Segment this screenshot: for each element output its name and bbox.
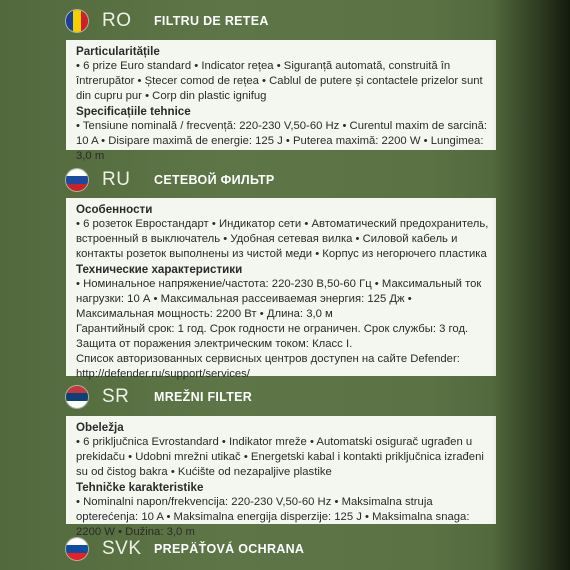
slovakia-flag-icon — [66, 538, 88, 560]
ru-language-code: RU — [102, 169, 131, 190]
ro-header — [66, 4, 496, 38]
svk-language-code: SVK — [102, 538, 142, 559]
ro-specs-heading: Specificațiile tehnice — [76, 105, 191, 118]
sr-specs-text: • Nominalni napon/frekvencija: 220-230 V,50-60 Hz • Maksimalna struja opterećenja: 10 A • Maksimalna energija disperzije: 125 J • Maksimalna snaga: 2200 W • Dužina: 3,0 m — [76, 496, 470, 538]
ro-features-text: • 6 prize Euro standard • Indicator rețea • Siguranță automată, construită în întrerupător • Ștecer comod de rețea • Cablul de putere și contactele prizelor sunt din cupru pur • Corp din plastic ignifug — [76, 60, 483, 102]
ro-language-code: RO — [102, 10, 132, 31]
serbia-flag-icon — [66, 386, 88, 408]
ru-section — [66, 198, 496, 380]
sr-features-heading: Obeležja — [76, 421, 124, 434]
ru-service-text: Список авторизованных сервисных центров доступен на сайте Defender: http://defender.ru/support/services/ — [76, 353, 460, 380]
sr-specs-heading: Tehničke karakteristike — [76, 481, 204, 494]
ru-warranty-text: Гарантийный срок: 1 год. Срок годности не ограничен. Срок службы: 3 год. Защита от поражения электрическим током: Класс I. — [76, 323, 469, 350]
box-side-shadow — [492, 0, 570, 570]
sr-section — [66, 416, 496, 538]
romania-flag-icon — [66, 10, 88, 32]
ru-features-heading: Особенности — [76, 203, 153, 216]
ro-specs-text: • Tensiune nominală / frecvență: 220-230 V,50-60 Hz • Curentul maxim de sarcină: 10 A • Disipare maximă de energie: 125 J • Puterea maximă: 2200 W • Lungimea: 3,0 m — [76, 120, 488, 162]
ru-header — [66, 163, 496, 197]
ru-features-text: • 6 розеток Евростандарт • Индикатор сети • Автоматический предохранитель, встроенный в выключатель • Удобная сетевая вилка • Силовой кабель и контакты розеток выполнены из чистой меди • Корпус из негорючего пластика — [76, 218, 489, 260]
sr-language-code: SR — [102, 386, 130, 407]
ro-features-heading: Particularitățile — [76, 45, 160, 58]
ru-title: СЕТЕВОЙ ФИЛЬТР — [154, 173, 275, 187]
sr-header — [66, 380, 496, 414]
ro-section — [66, 40, 496, 162]
sr-features-text: • 6 priključnica Evrostandard • Indikator mreže • Automatski osigurač ugrađen u prekidaču • Udobni mrežni utikač • Energetski kabal i kontakti priključnica izrađeni su od čistog bakra • Kućište od nezapaljive plastike — [76, 436, 484, 478]
ru-specs-heading: Технические характеристики — [76, 263, 243, 276]
russia-flag-icon — [66, 169, 88, 191]
ru-specs-text: • Номинальное напряжение/частота: 220-230 В,50-60 Гц • Максимальный ток нагрузки: 10 А • Максимальная рассеиваемая энергия: 125 Дж • Максимальная мощность: 2200 Вт • Длина: 3,0 м — [76, 278, 482, 320]
sr-title: MREŽNI FILTER — [154, 390, 253, 404]
svk-title: PREPÄŤOVÁ OCHRANA — [154, 542, 305, 556]
ro-title: FILTRU DE RETEA — [154, 14, 269, 28]
svk-header — [66, 532, 496, 566]
